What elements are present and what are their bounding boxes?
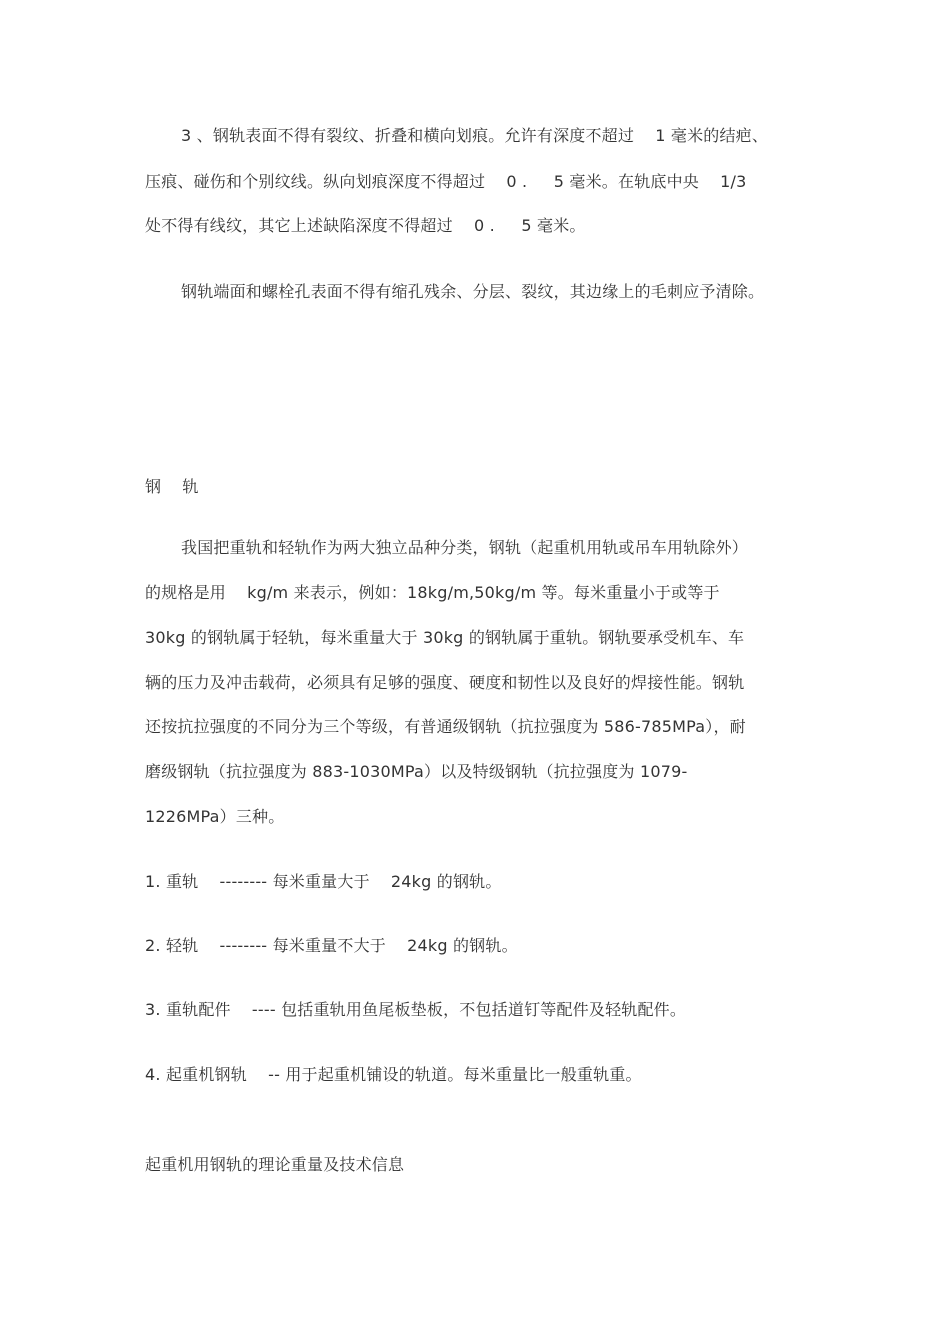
list-item: 3. 重轨配件 ---- 包括重轨用鱼尾板垫板，不包括道钉等配件及轻轨配件。 (145, 1000, 687, 1019)
paragraph-line: 我国把重轨和轻轨作为两大独立品种分类，钢轨（起重机用轨或吊车用轨除外） (181, 538, 749, 557)
paragraph-line: 1226MPa）三种。 (145, 807, 285, 826)
paragraph-line: 压痕、碰伤和个别纹线。纵向划痕深度不得超过 0 . 5 毫米。在轨底中央 1/3 (145, 172, 747, 191)
paragraph-line: 辆的压力及冲击载荷，必须具有足够的强度、硬度和韧性以及良好的焊接性能。钢轨 (145, 673, 745, 692)
list-item: 4. 起重机钢轨 -- 用于起重机铺设的轨道。每米重量比一般重轨重。 (145, 1065, 642, 1084)
subsection-heading: 起重机用钢轨的理论重量及技术信息 (145, 1155, 405, 1174)
section-heading: 钢 轨 (145, 477, 199, 496)
paragraph-line: 的规格是用 kg/m 来表示，例如：18kg/m,50kg/m 等。每米重量小于或等于 (145, 583, 720, 602)
paragraph-line: 3 、钢轨表面不得有裂纹、折叠和横向划痕。允许有深度不超过 1 毫米的结疤、 (181, 126, 769, 145)
paragraph-line: 钢轨端面和螺栓孔表面不得有缩孔残余、分层、裂纹，其边缘上的毛刺应予清除。 (181, 282, 765, 301)
paragraph-line: 还按抗拉强度的不同分为三个等级，有普通级钢轨（抗拉强度为 586-785MPa），耐 (145, 717, 746, 736)
paragraph-line: 30kg 的钢轨属于轻轨，每米重量大于 30kg 的钢轨属于重轨。钢轨要承受机车、车 (145, 628, 745, 647)
paragraph-line: 磨级钢轨（抗拉强度为 883-1030MPa）以及特级钢轨（抗拉强度为 1079- (145, 762, 688, 781)
paragraph-line: 处不得有线纹，其它上述缺陷深度不得超过 0 . 5 毫米。 (145, 216, 586, 235)
list-item: 2. 轻轨 -------- 每米重量不大于 24kg 的钢轨。 (145, 936, 518, 955)
list-item: 1. 重轨 -------- 每米重量大于 24kg 的钢轨。 (145, 872, 502, 891)
